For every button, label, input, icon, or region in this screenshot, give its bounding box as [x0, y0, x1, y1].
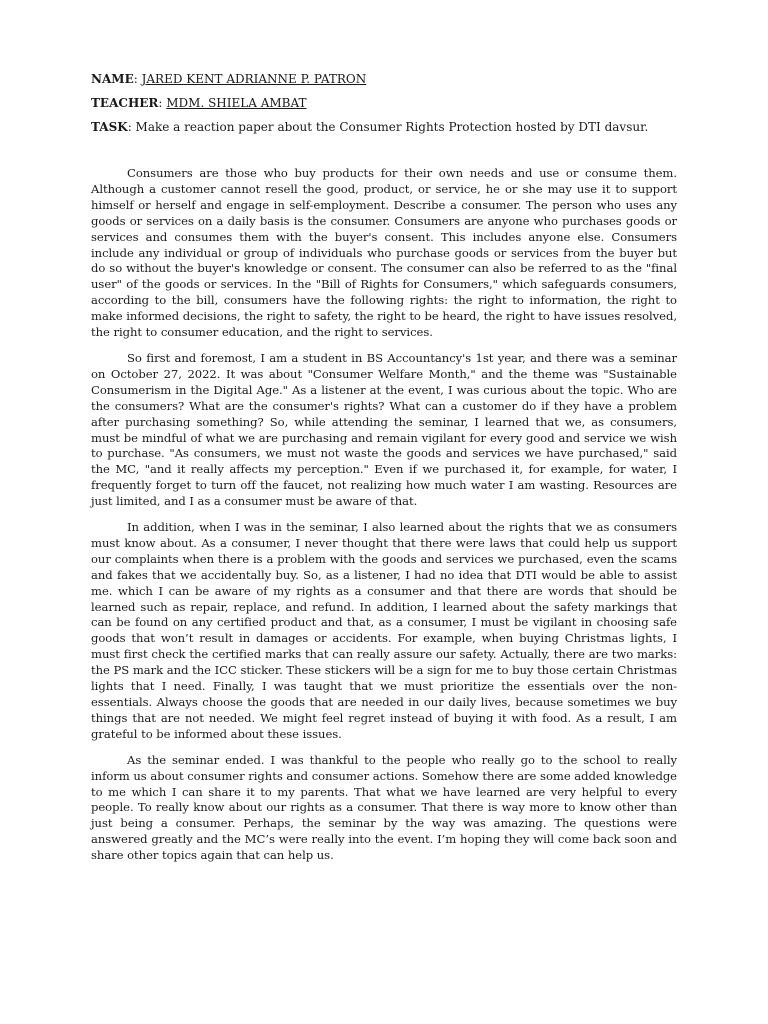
name-line [91, 72, 691, 86]
paragraph-2: So first and foremost, I am a student in BS Accountancy's 1st year, and there was a seminar on October 27, 2022. It was about "Consumer Welfare Month," and the theme was "Sustainable Consumerism in the Digital Age." As a listener at the event, I was curious about the topic. Who are the consumers? What are the consumer's rights? What can a customer do if they have a problem after purchasing something? So, while attending the seminar, I learned that we, as consumers, must be mindful of what we are purchasing and remain vigilant for every good and service we wish to purchase. "As consumers, we must not waste the goods and services we have purchased," said the MC, "and it really affects my perception." Even if we purchased it, for example, for water, I frequently forget to turn off the faucet, not realizing how much water I am wasting. Resources are just limited, and I as a consumer must be aware of that. [91, 350, 677, 509]
name-colon: : [133, 72, 142, 86]
task-colon: : [127, 120, 136, 134]
name-label: NAME [91, 72, 134, 86]
document-header [91, 72, 691, 144]
teacher-colon: : [158, 96, 167, 110]
teacher-label: TEACHER [91, 96, 159, 110]
reaction-paper-body [91, 166, 677, 874]
paragraph-3: In addition, when I was in the seminar, I also learned about the rights that we as consumers must know about. As a consumer, I never thought that there were laws that could help us support our complaints when there is a problem with the goods and services we purchased, even the scams and fakes that we accidentally buy. So, as a listener, I had no idea that DTI would be able to assist me. which I can be aware of my rights as a consumer and that there are words that should be learned such as repair, replace, and refund. In addition, I learned about the safety markings that can be found on any certified product and that, as a consumer, I must be vigilant in choosing safe goods that won’t result in damages or accidents. For example, when buying Christmas lights, I must first check the certified marks that can really assure our safety. Actually, there are two marks: the PS mark and the ICC sticker. These stickers will be a sign for me to buy those certain Christmas lights that I need. Finally, I was taught that we must prioritize the essentials over the non-essentials. Always choose the goods that are needed in our daily lives, because sometimes we buy things that are not needed. We might feel regret instead of buying it with food. As a result, I am grateful to be informed about these issues. [91, 520, 677, 741]
teacher-line [91, 96, 691, 110]
paragraph-1: Consumers are those who buy products for their own needs and use or consume them. Although a customer cannot resell the good, product, or service, he or she may use it to support himself or herself and engage in self-employment. Describe a consumer. The person who uses any goods or services on a daily basis is the consumer. Consumers are anyone who purchases goods or services and consumes them with the buyer's consent. This includes anyone else. Consumers include any individual or group of individuals who purchase goods or services from the buyer but do so without the buyer's knowledge or consent. The consumer can also be referred to as the "final user" of the goods or services. In the "Bill of Rights for Consumers," which safeguards consumers, according to the bill, consumers have the following rights: the right to information, the right to make informed decisions, the right to safety, the right to be heard, the right to have issues resolved, the right to consumer education, and the right to services. [91, 166, 677, 340]
task-value: Make a reaction paper about the Consumer Rights Protection hosted by DTI davsur. [135, 120, 649, 134]
task-label: TASK [91, 120, 128, 134]
task-line [91, 120, 691, 134]
teacher-value: MDM. SHIELA AMBAT [166, 96, 307, 110]
name-value: JARED KENT ADRIANNE P. PATRON [141, 72, 367, 86]
paragraph-4: As the seminar ended. I was thankful to the people who really go to the school to really inform us about consumer rights and consumer actions. Somehow there are some added knowledge to me which I can share it to my parents. That what we have learned are very helpful to every people. To really know about our rights as a consumer. That there is way more to know other than just being a consumer. Perhaps, the seminar by the way was amazing. The questions were answered greatly and the MC’s were really into the event. I’m hoping they will come back soon and share other topics again that can help us. [91, 752, 677, 863]
